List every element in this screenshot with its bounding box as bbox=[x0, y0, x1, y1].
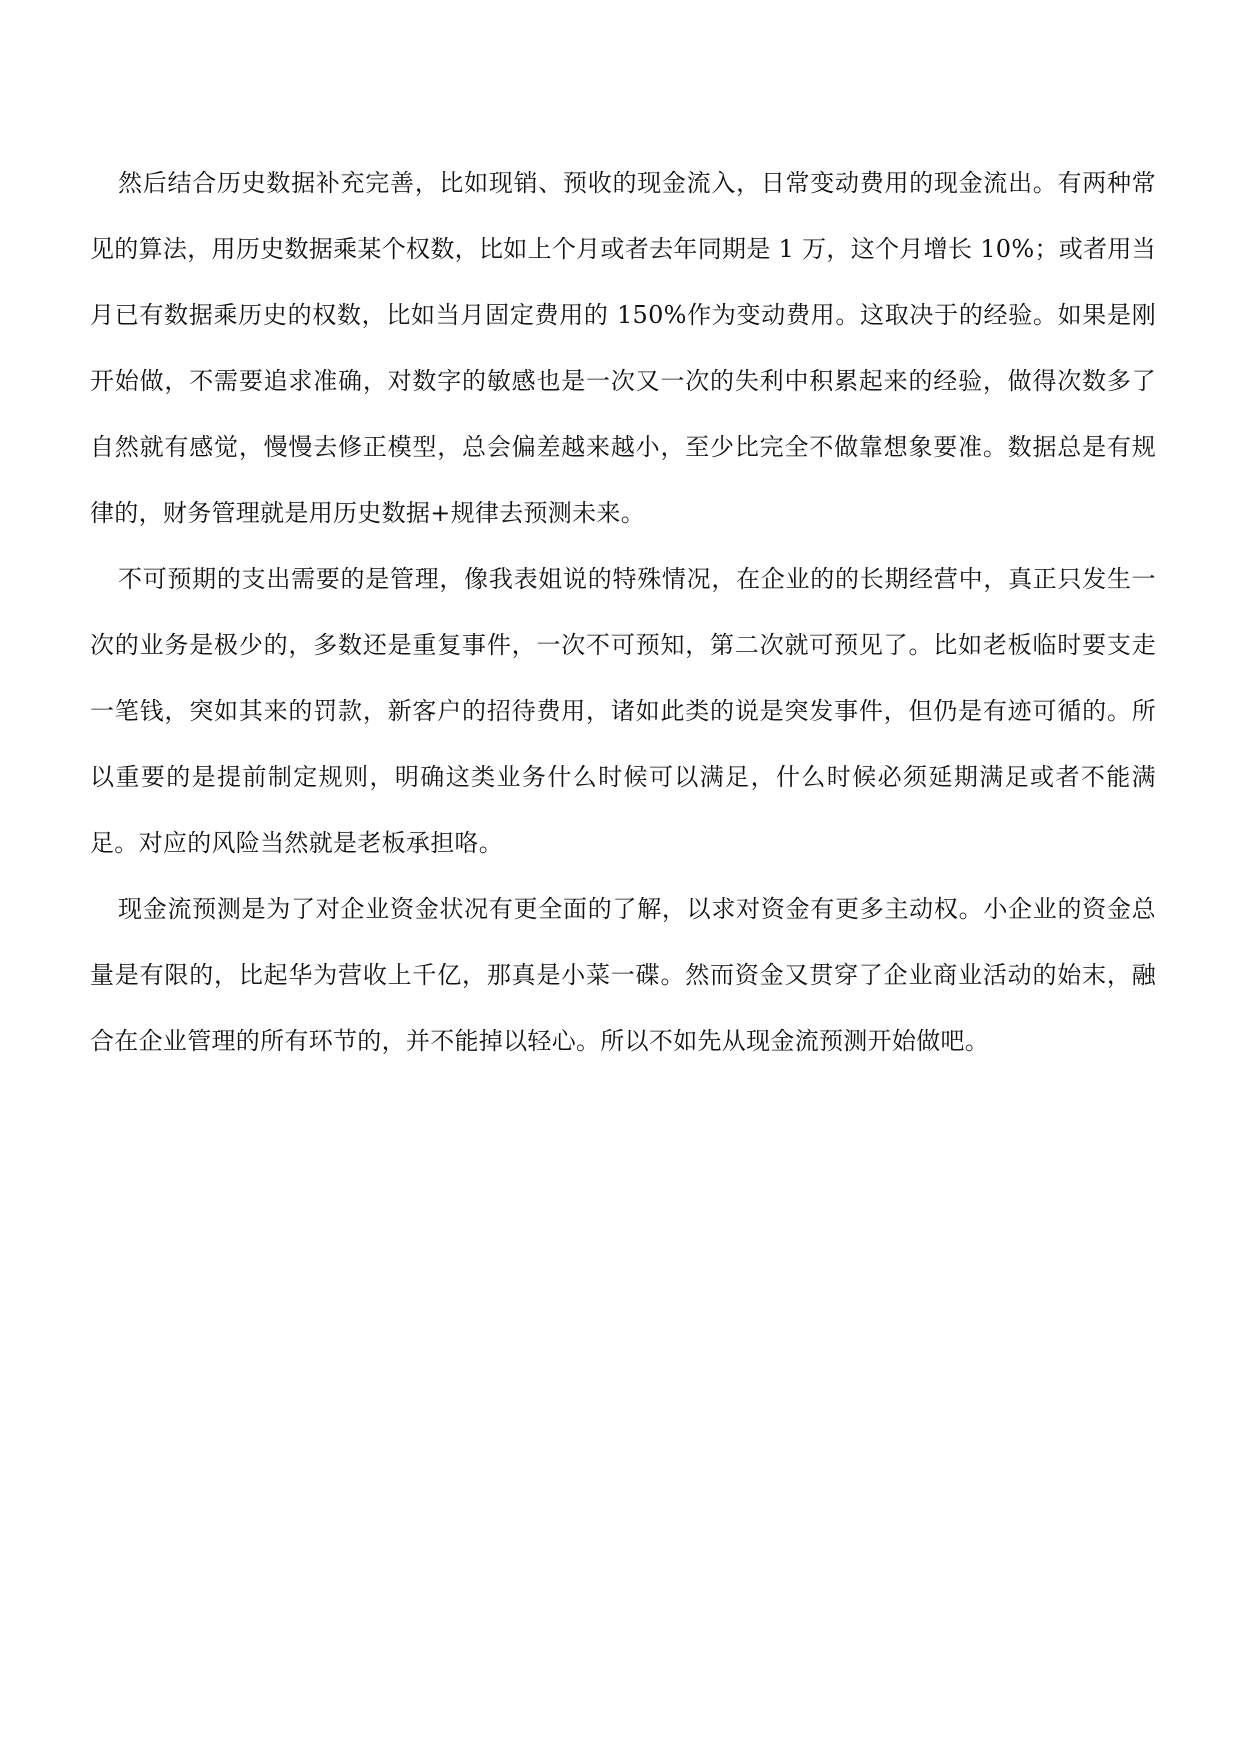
paragraph-3: 现金流预测是为了对企业资金状况有更全面的了解，以求对资金有更多主动权。小企业的资金总量是有限的，比起华为营收上千亿，那真是小菜一碟。然而资金又贯穿了企业商业活动的始末，融合在企业管理的所有环节的，并不能掉以轻心。所以不如先从现金流预测开始做吧。 bbox=[90, 895, 1156, 1055]
paragraph-1: 然后结合历史数据补充完善，比如现销、预收的现金流入，日常变动费用的现金流出。有两种常见的算法，用历史数据乘某个权数，比如上个月或者去年同期是 1 万，这个月增长 10%；或者用当月已有数据乘历史的权数，比如当月固定费用的 150%作为变动费用。这取决于的经验。如果是刚开始做，不需要追求准确，对数字的敏感也是一次又一次的失利中积累起来的经验，做得次数多了自然就有感觉，慢慢去修正模型，总会偏差越来越小，至少比完全不做靠想象要准。数据总是有规律的，财务管理就是用历史数据+规律去预测未来。 bbox=[90, 169, 1156, 527]
document-page bbox=[90, 150, 1156, 1074]
paragraph-2: 不可预期的支出需要的是管理，像我表姐说的特殊情况，在企业的的长期经营中，真正只发生一次的业务是极少的，多数还是重复事件，一次不可预知，第二次就可预见了。比如老板临时要支走一笔钱，突如其来的罚款，新客户的招待费用，诸如此类的说是突发事件，但仍是有迹可循的。所以重要的是提前制定规则，明确这类业务什么时候可以满足，什么时候必须延期满足或者不能满足。对应的风险当然就是老板承担咯。 bbox=[90, 565, 1156, 857]
